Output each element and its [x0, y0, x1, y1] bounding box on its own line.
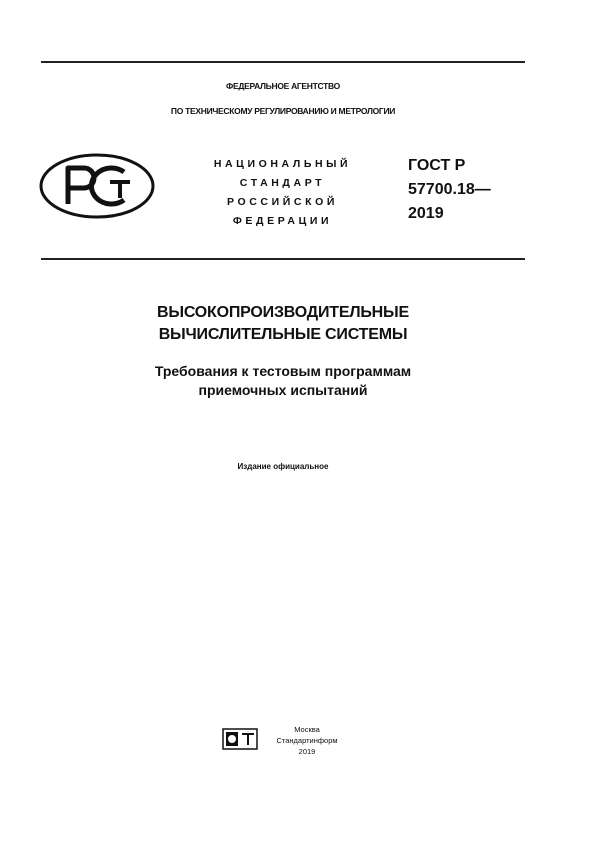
document-subtitle — [41, 362, 525, 400]
agency-line-2: ПО ТЕХНИЧЕСКОМУ РЕГУЛИРОВАНИЮ И МЕТРОЛОГИИ — [170, 106, 396, 116]
standard-designation — [408, 154, 491, 226]
subtitle-line: Требования к тестовым программам — [154, 363, 412, 379]
title-line: ВЫЧИСЛИТЕЛЬНЫЕ СИСТЕМЫ — [158, 326, 408, 343]
designation-line: ГОСТ Р — [408, 157, 466, 174]
title-line: ВЫСОКОПРОИЗВОДИТЕЛЬНЫЕ — [157, 304, 409, 321]
publisher-name: Стандартинформ — [276, 736, 338, 745]
designation-line: 2019 — [408, 205, 444, 222]
national-standard-label — [190, 155, 375, 231]
national-standard-line: СТАНДАРТ — [239, 177, 326, 189]
document-title — [41, 302, 525, 346]
top-rule — [41, 61, 525, 63]
publisher-block — [262, 724, 352, 757]
rst-mark-icon — [38, 152, 156, 220]
national-standard-line: ФЕДЕРАЦИИ — [232, 215, 333, 227]
middle-rule — [41, 258, 525, 260]
publisher-city: Москва — [294, 725, 320, 734]
national-standard-line: РОССИЙСКОЙ — [227, 196, 338, 208]
standartinform-logo-icon — [222, 728, 258, 750]
designation-line: 57700.18— — [408, 181, 491, 198]
publisher-year: 2019 — [298, 747, 316, 756]
edition-label: Издание официальное — [237, 462, 329, 471]
agency-line-1: ФЕДЕРАЛЬНОЕ АГЕНТСТВО — [226, 81, 340, 91]
subtitle-line: приемочных испытаний — [198, 382, 368, 398]
national-standard-line: НАЦИОНАЛЬНЫЙ — [213, 158, 352, 170]
